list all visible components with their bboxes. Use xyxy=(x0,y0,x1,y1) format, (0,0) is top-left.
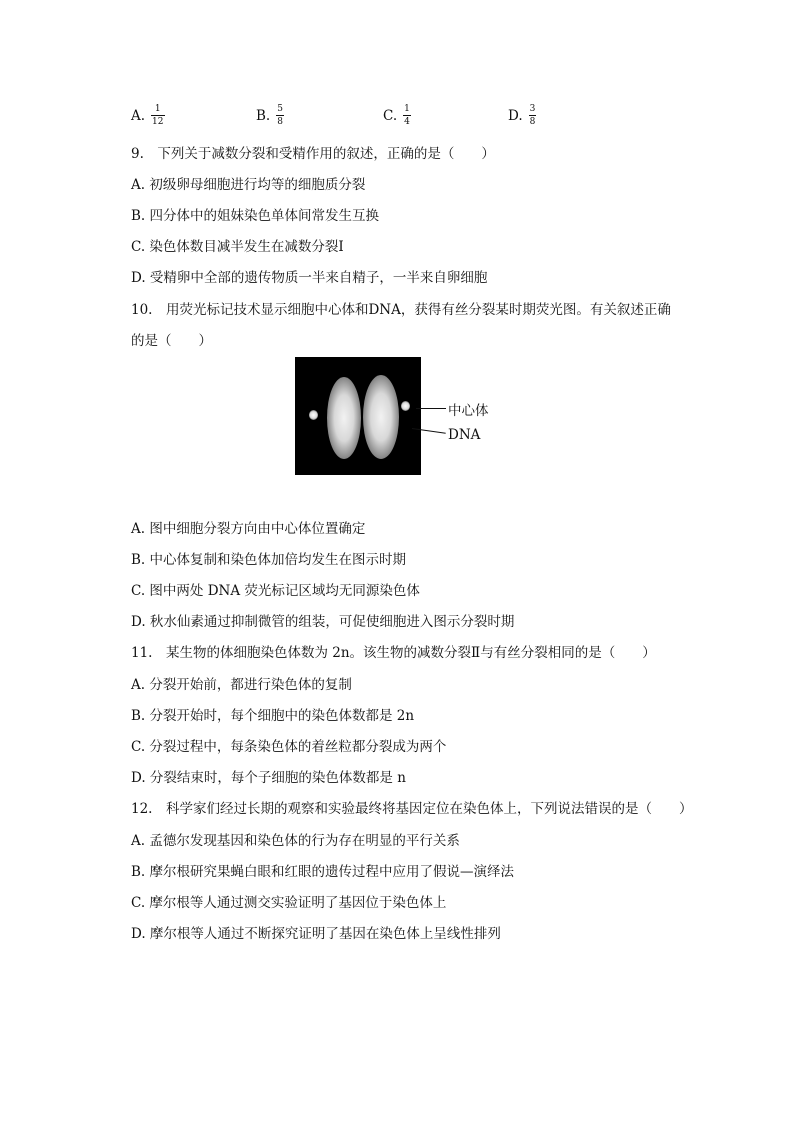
q10-option-d: D. 秋水仙素通过抑制微管的组装，可促使细胞进入图示分裂时期 xyxy=(131,614,515,630)
q12-option-c: C. 摩尔根等人通过测交实验证明了基因位于染色体上 xyxy=(131,895,447,911)
q8-option-b xyxy=(256,104,284,127)
q8-options-row xyxy=(0,104,794,134)
fraction xyxy=(529,104,537,127)
q11-stem: 11. 某生物的体细胞染色体数为 2n。该生物的减数分裂Ⅱ与有丝分裂相同的是（ ） xyxy=(131,645,656,661)
option-label: A. xyxy=(131,107,146,124)
q11-option-c: C. 分裂过程中，每条染色体的着丝粒都分裂成为两个 xyxy=(131,739,447,755)
numerator: 1 xyxy=(154,104,161,114)
numerator: 1 xyxy=(404,104,410,114)
numerator: 3 xyxy=(529,104,536,114)
q12-option-a: A. 孟德尔发现基因和染色体的行为存在明显的平行关系 xyxy=(131,833,460,849)
fraction xyxy=(403,104,411,127)
q11-option-a: A. 分裂开始前，都进行染色体的复制 xyxy=(131,677,352,693)
fraction-bar xyxy=(529,115,537,116)
dna-label: DNA xyxy=(448,427,481,443)
q11-option-b: B. 分裂开始时，每个细胞中的染色体数都是 2n xyxy=(131,708,415,724)
q10-stem-line2: 的是（ ） xyxy=(131,333,212,349)
q9-option-b: B. 四分体中的姐妹染色单体间常发生互换 xyxy=(131,208,380,224)
q12-stem: 12. 科学家们经过长期的观察和实验最终将基因定位在染色体上，下列说法错误的是（ ） xyxy=(131,801,693,817)
fluorescence-micrograph xyxy=(295,357,421,475)
denominator: 8 xyxy=(277,117,283,127)
q8-option-c xyxy=(383,104,411,127)
option-label: B. xyxy=(256,107,271,124)
denominator: 12 xyxy=(152,117,164,127)
q10-stem-line1: 10. 用荧光标记技术显示细胞中心体和DNA，获得有丝分裂某时期荧光图。有关叙述正确 xyxy=(131,302,671,318)
q12-option-d: D. 摩尔根等人通过不断探究证明了基因在染色体上呈线性排列 xyxy=(131,926,501,942)
fraction-bar xyxy=(151,115,164,116)
fraction-bar xyxy=(276,115,284,116)
q10-option-b: B. 中心体复制和染色体加倍均发生在图示时期 xyxy=(131,552,407,568)
denominator: 4 xyxy=(404,117,410,127)
q11-option-d: D. 分裂结束时，每个子细胞的染色体数都是 n xyxy=(131,770,406,786)
fraction xyxy=(151,104,164,127)
centrosome-right xyxy=(401,401,410,411)
centrosome-left xyxy=(309,410,318,420)
q9-option-c: C. 染色体数目减半发生在减数分裂Ⅰ xyxy=(131,239,344,255)
fraction-bar xyxy=(403,115,411,116)
q9-option-d: D. 受精卵中全部的遗传物质一半来自精子，一半来自卵细胞 xyxy=(131,270,488,286)
q8-option-d xyxy=(508,104,536,127)
option-label: D. xyxy=(508,107,523,124)
centrosome-leader-line xyxy=(416,408,446,409)
q10-option-c: C. 图中两处 DNA 荧光标记区域均无同源染色体 xyxy=(131,583,420,599)
q9-stem: 9. 下列关于减数分裂和受精作用的叙述，正确的是（ ） xyxy=(131,146,495,162)
denominator: 8 xyxy=(529,117,536,127)
option-label: C. xyxy=(383,107,398,124)
dna-region-right xyxy=(363,375,399,459)
centrosome-label: 中心体 xyxy=(448,403,489,419)
q10-option-a: A. 图中细胞分裂方向由中心体位置确定 xyxy=(131,521,366,537)
fraction xyxy=(276,104,284,127)
dna-region-left xyxy=(327,377,361,459)
q12-option-b: B. 摩尔根研究果蝇白眼和红眼的遗传过程中应用了假说—演绎法 xyxy=(131,864,515,880)
numerator: 5 xyxy=(277,104,283,114)
q9-option-a: A. 初级卵母细胞进行均等的细胞质分裂 xyxy=(131,177,366,193)
q8-option-a xyxy=(131,104,165,127)
